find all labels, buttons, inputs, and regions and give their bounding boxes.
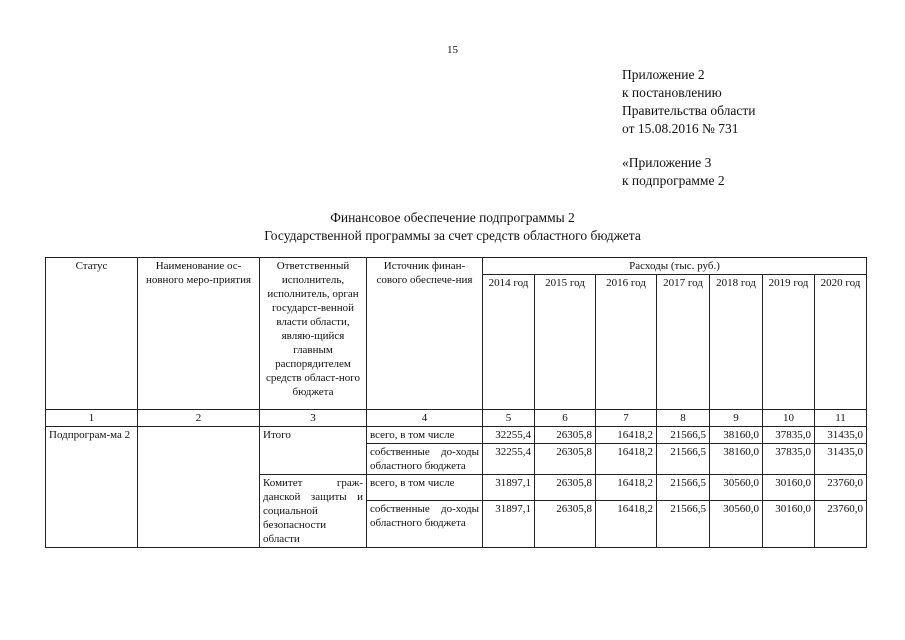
value-cell: 30160,0: [763, 500, 815, 547]
value-cell: 23760,0: [815, 500, 867, 547]
header-row: [46, 258, 867, 275]
value-cell: 21566,5: [657, 475, 710, 501]
source-cell: всего, в том числе: [367, 427, 483, 444]
value-cell: 37835,0: [763, 427, 815, 444]
value-cell: 16418,2: [596, 475, 657, 501]
budget-table: [45, 257, 867, 548]
page-number: 15: [447, 44, 458, 56]
value-cell: 37835,0: [763, 444, 815, 475]
value-cell: 38160,0: [710, 427, 763, 444]
header-year: 2020 год: [815, 275, 867, 410]
value-cell: 26305,8: [535, 444, 596, 475]
value-cell: 26305,8: [535, 427, 596, 444]
value-cell: 21566,5: [657, 500, 710, 547]
value-cell: 30560,0: [710, 475, 763, 501]
header-name: Наименование ос-новного меро-приятия: [138, 258, 260, 410]
header-expenses: Расходы (тыс. руб.): [483, 258, 867, 275]
responsible-cell: Итого: [260, 427, 367, 475]
value-cell: 21566,5: [657, 444, 710, 475]
value-cell: 31435,0: [815, 427, 867, 444]
column-numbers-row: [46, 410, 867, 427]
header-year: 2016 год: [596, 275, 657, 410]
appendix-line: к постановлению: [622, 85, 722, 100]
header-source: Источник финан-сового обеспече-ния: [367, 258, 483, 410]
value-cell: 16418,2: [596, 500, 657, 547]
appendix-prior-line: «Приложение 3: [622, 155, 712, 170]
value-cell: 30560,0: [710, 500, 763, 547]
value-cell: 32255,4: [483, 444, 535, 475]
column-number: 1: [46, 410, 138, 427]
document-title: [0, 209, 905, 245]
appendix-line: Правительства области: [622, 103, 756, 118]
column-number: 2: [138, 410, 260, 427]
value-cell: 16418,2: [596, 427, 657, 444]
value-cell: 31435,0: [815, 444, 867, 475]
appendix-prior-block: [622, 154, 725, 190]
value-cell: 26305,8: [535, 475, 596, 501]
source-cell: собственные до-ходы областного бюджета: [367, 444, 483, 475]
appendix-line: от 15.08.2016 № 731: [622, 121, 739, 136]
column-number: 3: [260, 410, 367, 427]
column-number: 10: [763, 410, 815, 427]
value-cell: 31897,1: [483, 500, 535, 547]
header-year: 2017 год: [657, 275, 710, 410]
value-cell: 30160,0: [763, 475, 815, 501]
table-row: [46, 427, 867, 444]
responsible-cell: Комитет граж-данской защиты и социальной безопасности области: [260, 475, 367, 548]
value-cell: 32255,4: [483, 427, 535, 444]
header-year: 2019 год: [763, 275, 815, 410]
appendix-block: [622, 66, 755, 138]
document-title-line: Государственной программы за счет средств областного бюджета: [264, 228, 641, 243]
column-number: 11: [815, 410, 867, 427]
column-number: 7: [596, 410, 657, 427]
value-cell: 21566,5: [657, 427, 710, 444]
appendix-prior-line: к подпрограмме 2: [622, 173, 725, 188]
column-number: 6: [535, 410, 596, 427]
header-year: 2018 год: [710, 275, 763, 410]
header-year: 2015 год: [535, 275, 596, 410]
column-number: 4: [367, 410, 483, 427]
column-number: 8: [657, 410, 710, 427]
column-number: 5: [483, 410, 535, 427]
appendix-line: Приложение 2: [622, 67, 705, 82]
header-responsible: Ответственный исполнитель, исполнитель, орган государст-венной власти области, являю-щийся главным распорядителем средств област-ного бюджета: [260, 258, 367, 410]
source-cell: всего, в том числе: [367, 475, 483, 501]
header-status: Статус: [46, 258, 138, 410]
column-number: 9: [710, 410, 763, 427]
value-cell: 26305,8: [535, 500, 596, 547]
value-cell: 16418,2: [596, 444, 657, 475]
value-cell: 31897,1: [483, 475, 535, 501]
value-cell: 23760,0: [815, 475, 867, 501]
document-title-line: Финансовое обеспечение подпрограммы 2: [330, 210, 575, 225]
name-cell: [138, 427, 260, 548]
value-cell: 38160,0: [710, 444, 763, 475]
header-year: 2014 год: [483, 275, 535, 410]
status-cell: Подпрограм-ма 2: [46, 427, 138, 548]
source-cell: собственные до-ходы областного бюджета: [367, 500, 483, 547]
